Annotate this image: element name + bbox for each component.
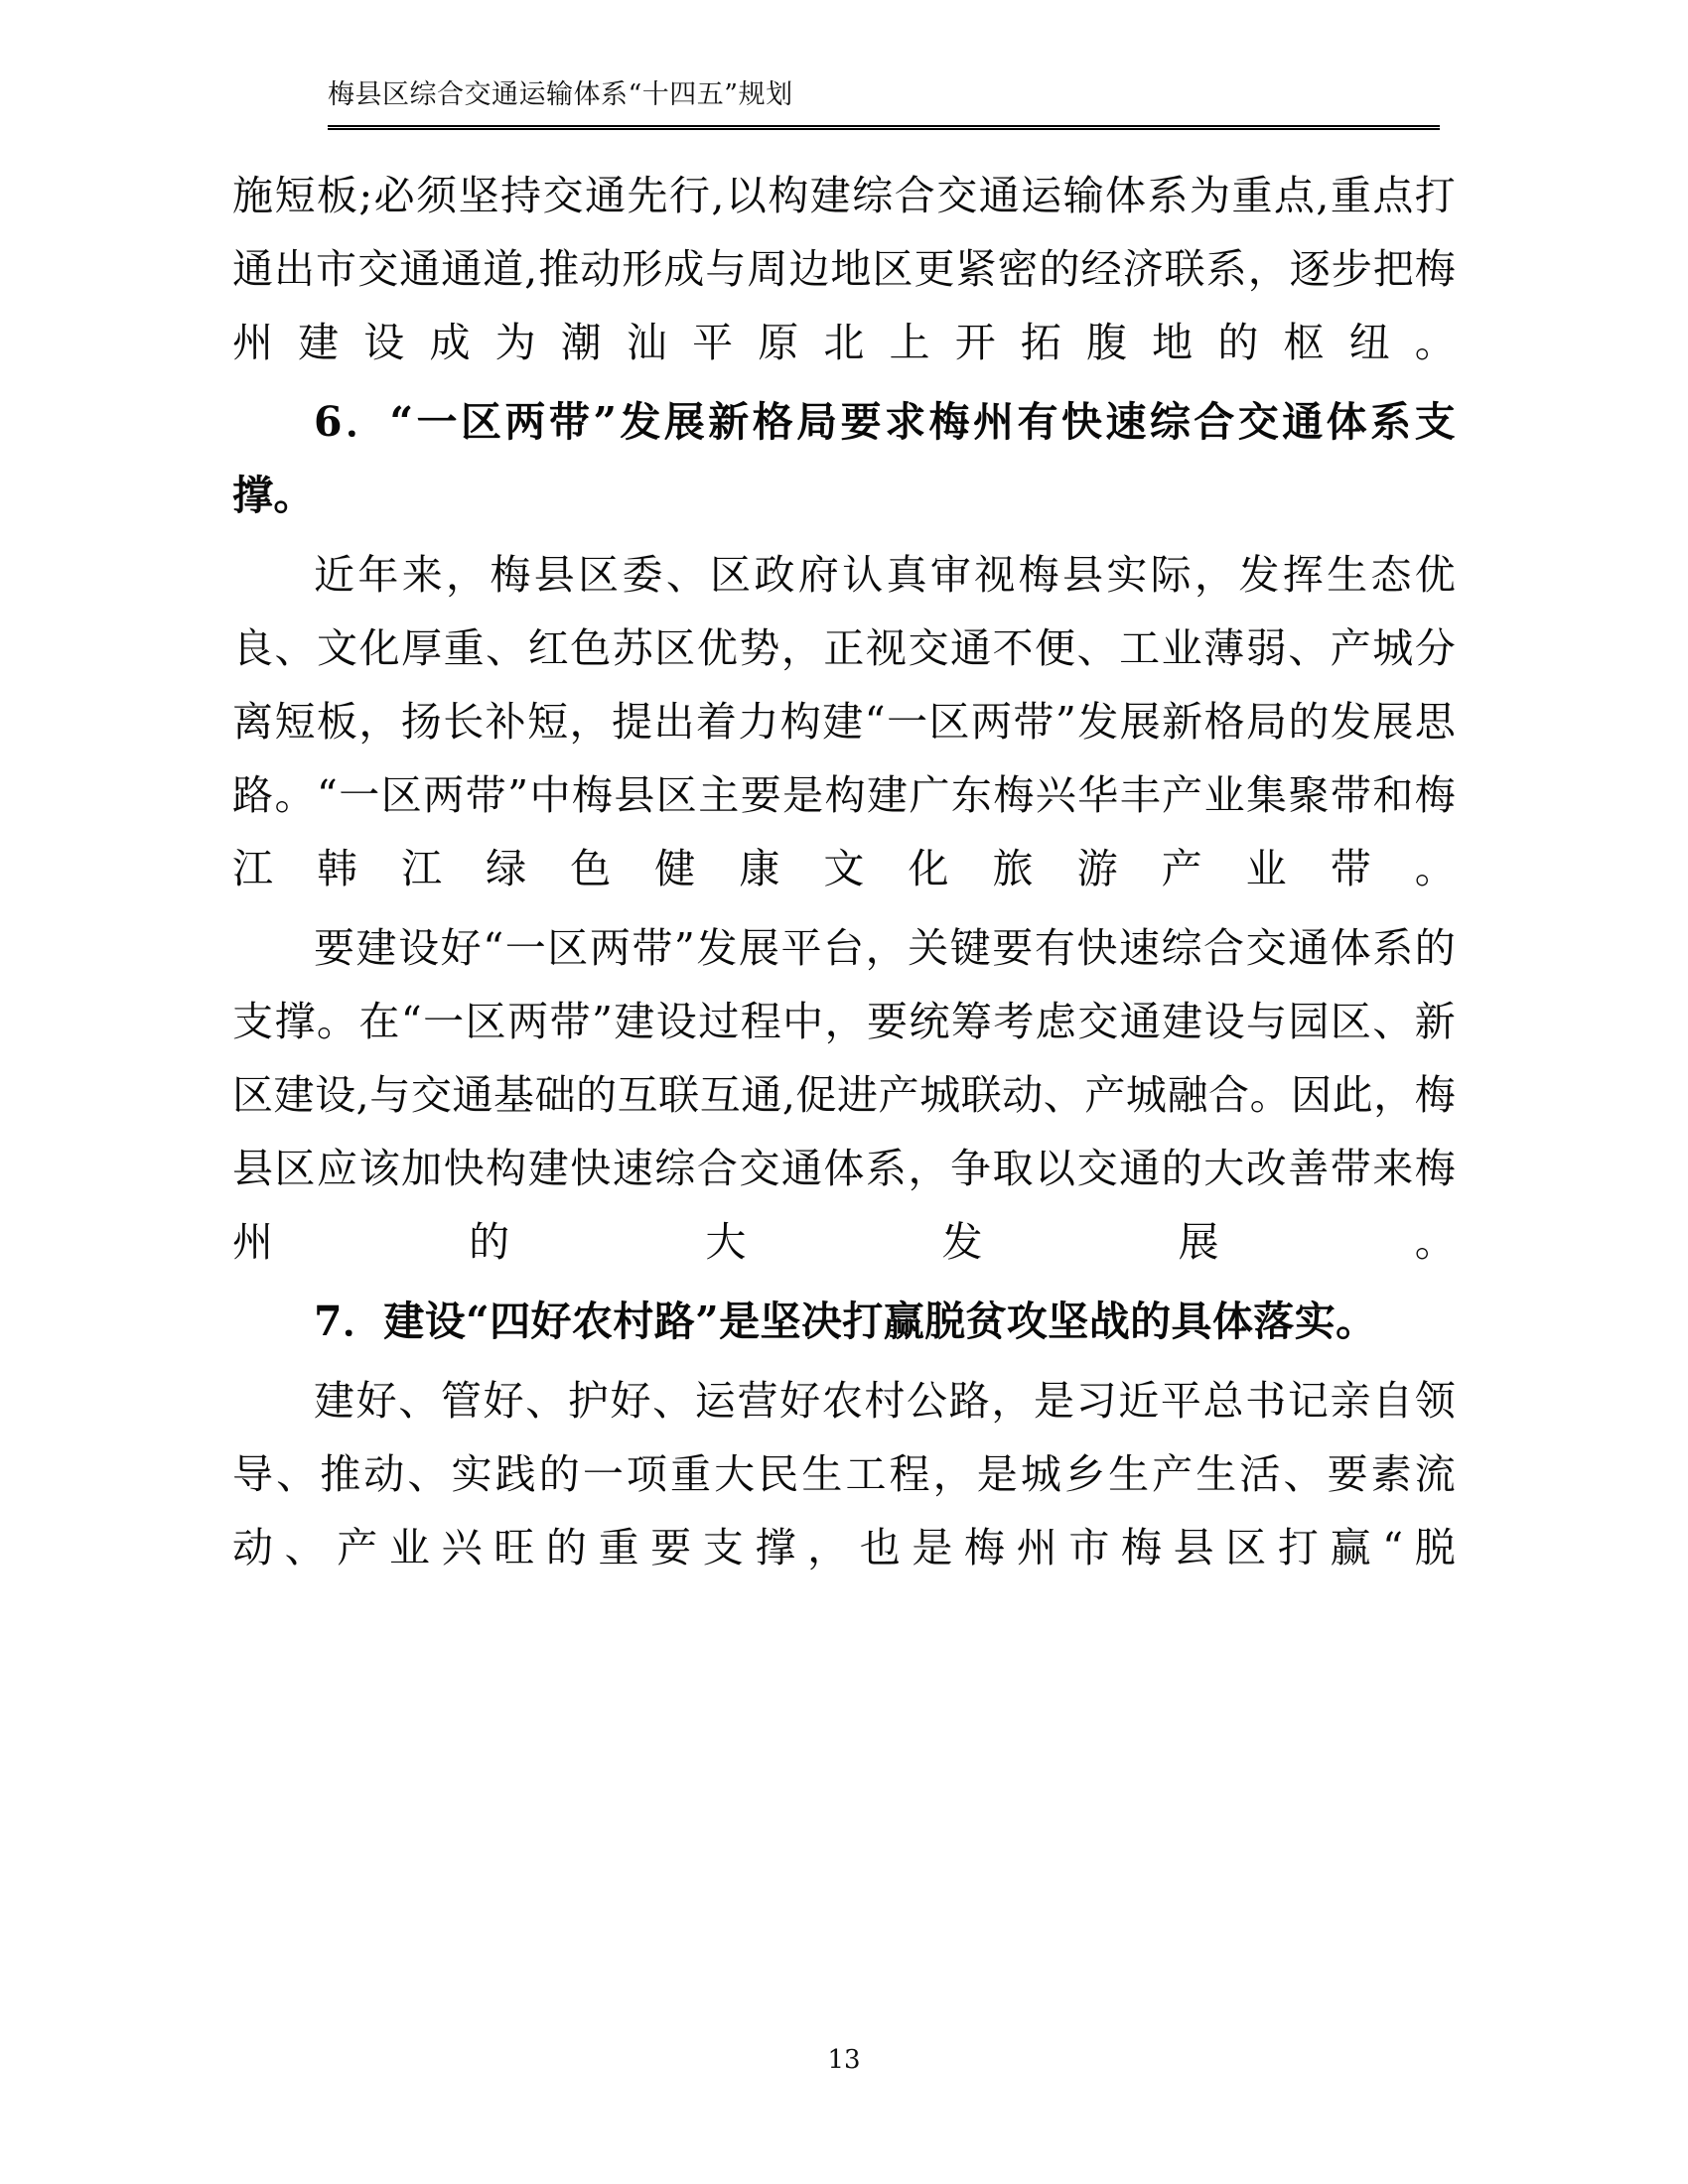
heading-section-7: 7．建设“四好农村路”是坚决打赢脱贫攻坚战的具体落实。 [314,1297,1377,1345]
paragraph-rural-roads: 建好、管好、护好、运营好农村公路，是习近平总书记亲自领导、推动、实践的一项重大民生工程，是城乡生产生活、要素流动、产业兴旺的重要支撑，也是梅州市梅县区打赢“脱 [232,1377,1456,1571]
document-body [232,159,1456,1584]
page-header [328,79,1440,130]
paragraph-platform: 要建设好“一区两带”发展平台，关键要有快速综合交通体系的支撑。在“一区两带”建设过程中，要统筹考虑交通建设与园区、新区建设,与交通基础的互联互通,促进产城联动、产城融合。因此，梅县区应该加快构建快速综合交通体系，争取以交通的大改善带来梅州的大发展。 [232,924,1456,1266]
header-title: 梅县区综合交通运输体系“十四五”规划 [328,79,793,110]
paragraph-continuation: 施短板;必须坚持交通先行,以构建综合交通运输体系为重点,重点打通出市交通通道,推动形成与周边地区更紧密的经济联系，逐步把梅州建设成为潮汕平原北上开拓腹地的枢纽。 [232,172,1456,366]
paragraph-recent-years: 近年来，梅县区委、区政府认真审视梅县实际，发挥生态优良、文化厚重、红色苏区优势，正视交通不便、工业薄弱、产城分离短板，扬长补短，提出着力构建“一区两带”发展新格局的发展思路。“一区两带”中梅县区主要是构建广东梅兴华丰产业集聚带和梅江韩江绿色健康文化旅游产业带。 [232,551,1456,892]
page-number: 13 [827,2045,861,2075]
page-footer [0,2045,1688,2075]
header-double-rule [328,125,1440,130]
heading-section-6: 6．“一区两带”发展新格局要求梅州有快速综合交通体系支撑。 [232,398,1456,519]
